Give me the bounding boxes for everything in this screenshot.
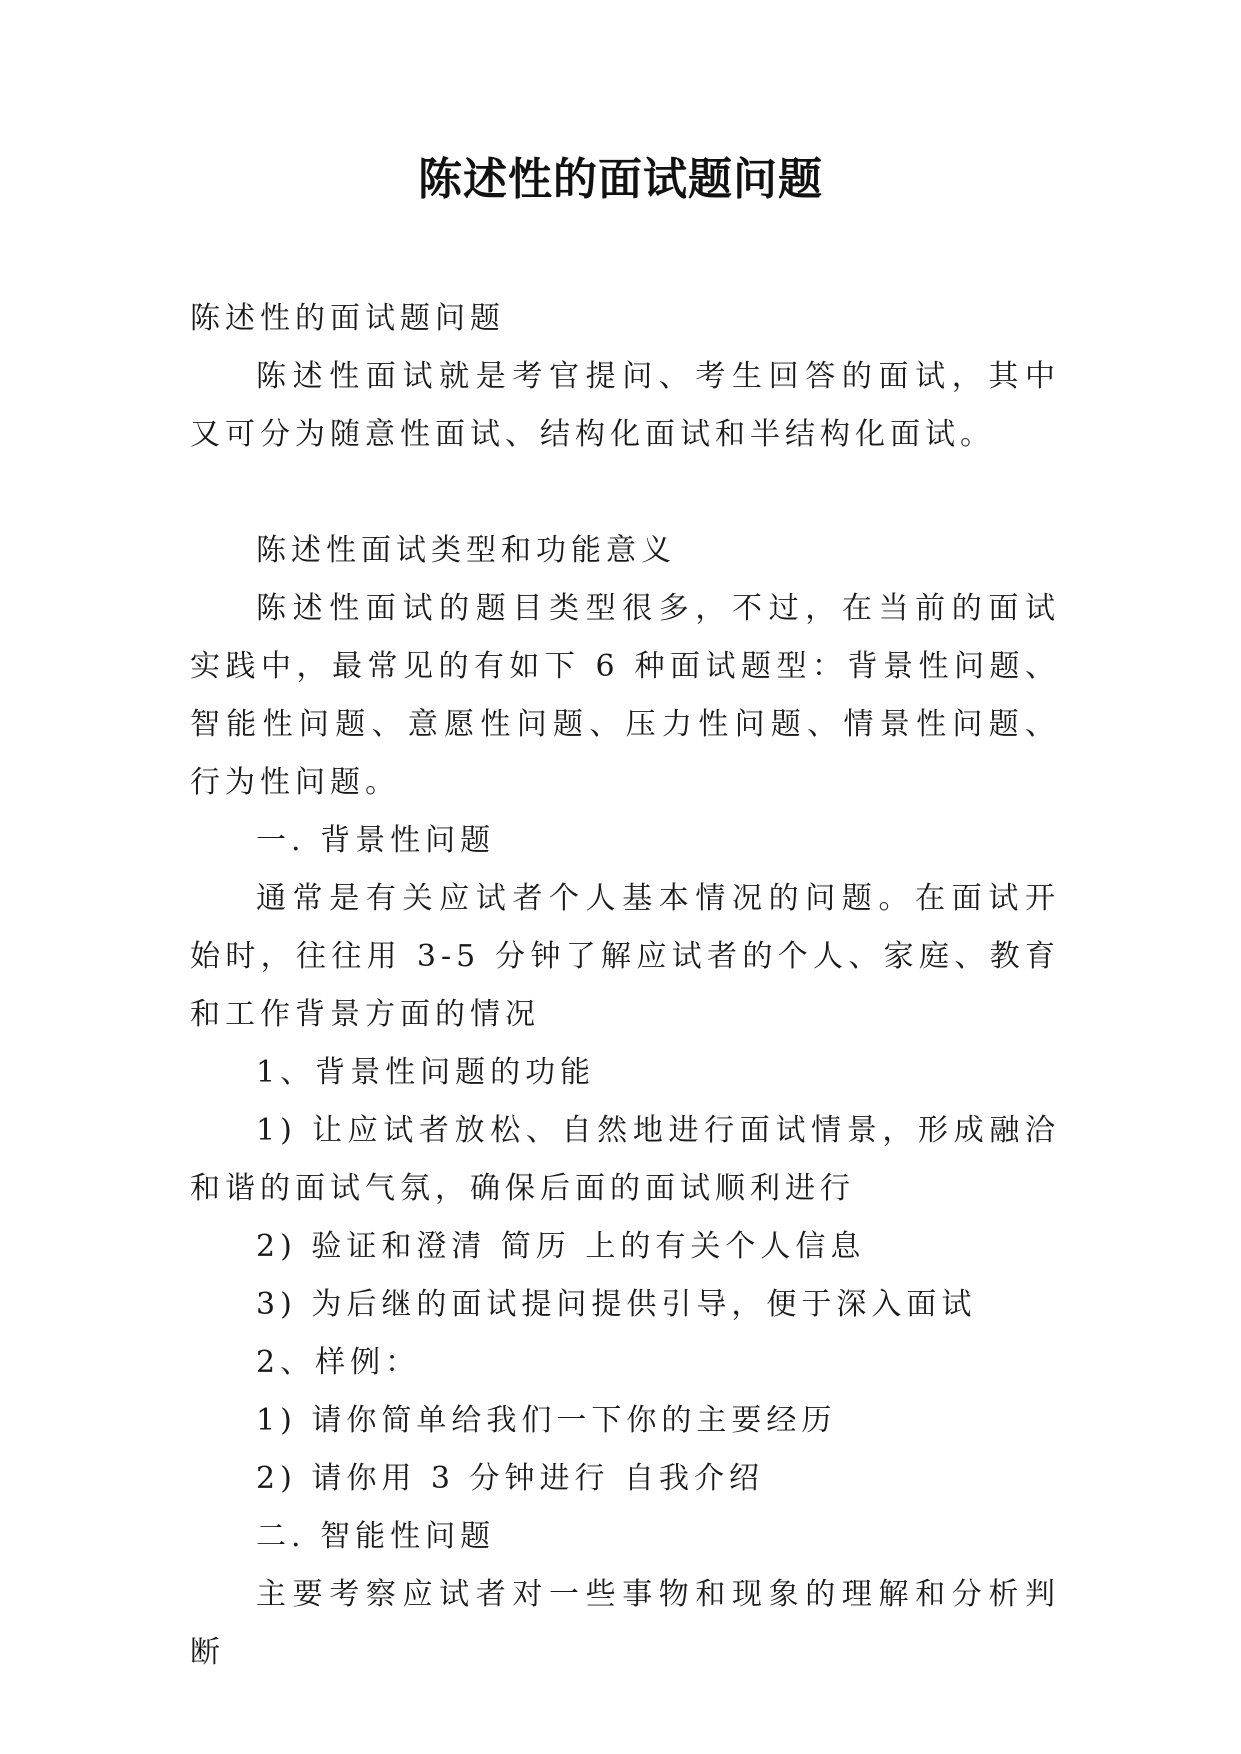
document-body [190,290,1060,1682]
paragraph-types: 陈述性面试的题目类型很多，不过，在当前的面试实践中，最常见的有如下 6 种面试题型：背景性问题、智能性问题、意愿性问题、压力性问题、情景性问题、行为性问题。 [190,591,1060,800]
section-heading-background: 一. 背景性问题 [256,823,496,858]
list-item: 2) 请你用 3 分钟进行 自我介绍 [256,1461,765,1496]
subheading-function: 1、背景性问题的功能 [256,1055,596,1090]
list-item: 1) 请你简单给我们一下你的主要经历 [256,1403,837,1438]
subheading-examples: 2、样例： [256,1345,421,1380]
document-title: 陈述性的面试题问题 [418,154,823,205]
list-item: 2) 验证和澄清 简历 上的有关个人信息 [256,1229,866,1264]
section-heading-intelligence: 二. 智能性问题 [256,1519,496,1554]
list-item: 1) 让应试者放松、自然地进行面试情景，形成融洽和谐的面试气氛，确保后面的面试顺利进行 [190,1113,1060,1206]
section-heading-types: 陈述性面试类型和功能意义 [256,533,676,568]
paragraph-background: 通常是有关应试者个人基本情况的问题。在面试开始时，往往用 3-5 分钟了解应试者的个人、家庭、教育和工作背景方面的情况 [190,881,1060,1032]
list-item: 3) 为后继的面试提问提供引导，便于深入面试 [256,1287,977,1322]
paragraph-intro: 陈述性面试就是考官提问、考生回答的面试，其中又可分为随意性面试、结构化面试和半结构化面试。 [190,359,1060,452]
paragraph-intelligence: 主要考察应试者对一些事物和现象的理解和分析判断 [190,1577,1060,1670]
paragraph-subtitle: 陈述性的面试题问题 [190,301,505,336]
